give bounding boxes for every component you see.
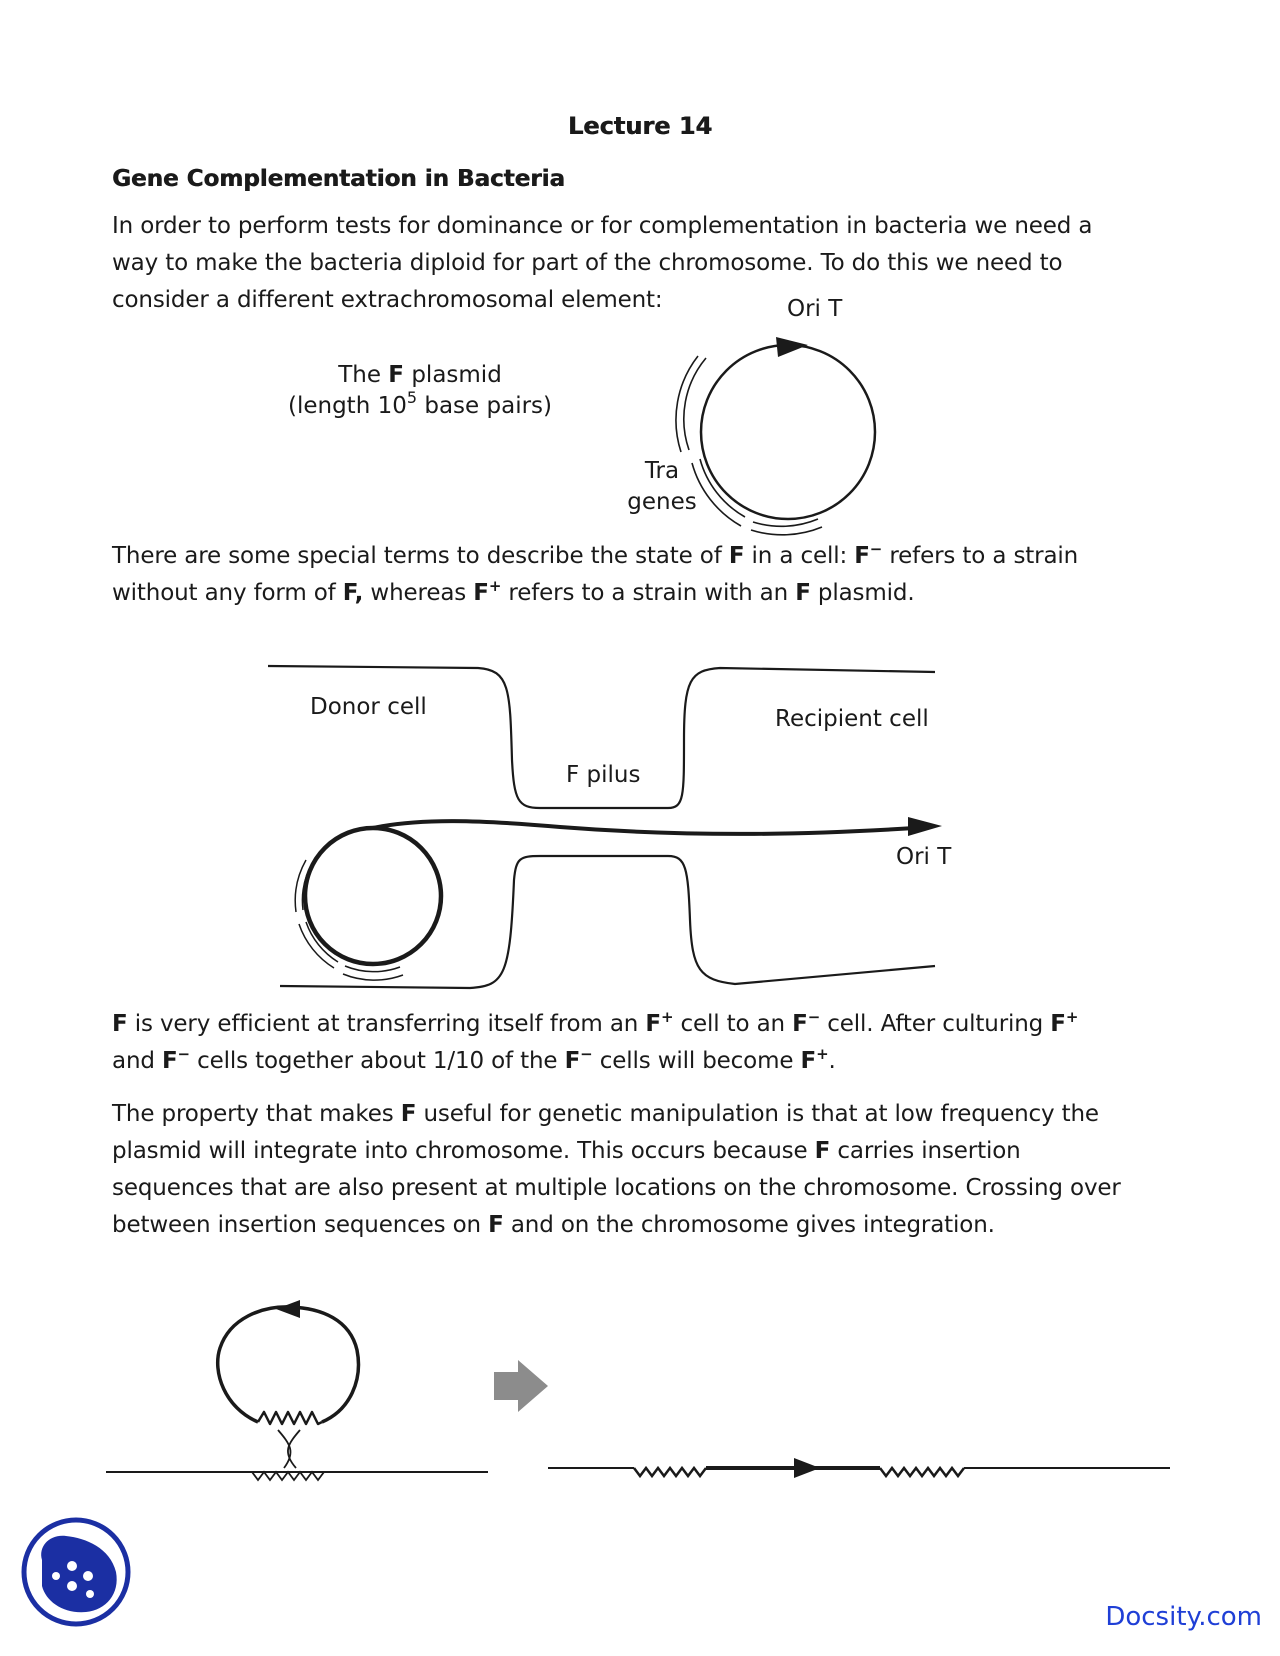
docsity-brand-link[interactable]: Docsity.com (1105, 1602, 1262, 1632)
docsity-logo-icon (20, 1516, 132, 1628)
conjugation-ori-label: Ori T (896, 844, 952, 870)
free-plasmid-loop (218, 1307, 359, 1422)
chromosome-after (548, 1468, 1170, 1476)
donor-cell-label: Donor cell (310, 694, 427, 720)
intro-line-2: way to make the bacteria diploid for part of the chromosome. To do this we need to (112, 250, 1063, 276)
plasmid-ori-arrow-icon (276, 1300, 300, 1318)
terms-line-2: without any form of F, whereas F+ refers to a strain with an F plasmid. (112, 577, 915, 606)
intro-line-1: In order to perform tests for dominance or for complementation in bacteria we need a (112, 213, 1093, 239)
integrated-ori-arrow-icon (794, 1458, 820, 1478)
integration-line-1: The property that makes F useful for genetic manipulation is that at low frequency the (112, 1101, 1099, 1127)
chromosome-before (106, 1472, 488, 1480)
plasmid-name-label: The F plasmid (length $10^5$ base pairs) (287, 362, 552, 419)
integration-line-4: between insertion sequences on F and on the chromosome gives integration. (112, 1212, 995, 1238)
intro-line-3: consider a different extrachromosomal element: (112, 287, 663, 313)
recipient-cell-label: Recipient cell (775, 706, 929, 732)
crossover-mark (278, 1430, 300, 1468)
lecture-title: Lecture 14 (567, 112, 713, 140)
f-pilus-label: F pilus (566, 762, 641, 788)
plasmid-insertion-sequence (258, 1412, 322, 1424)
integration-line-3: sequences that are also present at multiple locations on the chromosome. Crossing over (112, 1175, 1121, 1201)
plasmid-ori-label: Ori T (787, 296, 843, 322)
integration-line-2: plasmid will integrate into chromosome. This occurs because F carries insertion (112, 1138, 1021, 1164)
efficiency-line-1: F is very efficient at transferring itself from an F+ cell to an F− cell. After culturing F+ (112, 1008, 1079, 1037)
tra-genes-label: Tra genes (627, 458, 697, 515)
efficiency-line-2: and F− cells together about 1/10 of the F− cells will become F+. (112, 1045, 836, 1074)
process-arrow-icon (494, 1360, 548, 1412)
terms-line-1: There are some special terms to describe the state of F in a cell: F− refers to a strain (112, 540, 1079, 569)
section-title: Gene Complementation in Bacteria (112, 166, 565, 192)
